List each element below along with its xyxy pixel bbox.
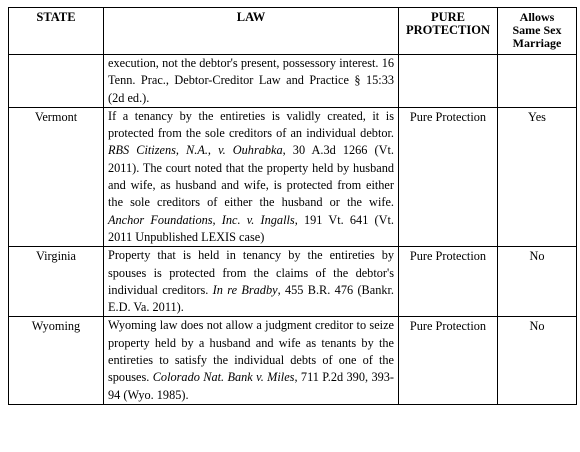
table-row [9,55,577,108]
table-row [9,247,577,317]
law-text-segment: , 711 P.2d 390, 393-94 (Wyo. 1985). [108,370,394,402]
case-citation: Colorado Nat. Bank v. Miles [152,370,295,385]
case-citation: Anchor Foundations, Inc. v. Ingalls [108,212,295,227]
allows-cell: No [498,317,577,404]
law-text [108,317,394,403]
law-cell [104,107,399,246]
law-text-segment: execution, not the debtor's present, possessory interest. 16 Tenn. Prac., Debtor-Creditor Law and Practice § 15:33 (2d ed.). [108,56,394,105]
state-law-table [8,7,577,405]
table-body [9,55,577,405]
law-text [108,247,394,316]
header-law: LAW [104,8,399,55]
header-allows-line3: Marriage [512,36,562,50]
header-allows-line1: Allows [519,10,555,24]
header-allows [498,8,577,55]
state-cell: Virginia [9,247,104,317]
case-citation: In re Bradby [212,282,278,297]
allows-cell [498,55,577,108]
law-text [108,55,394,107]
header-protection-line2: PROTECTION [405,23,491,37]
table-row [9,317,577,404]
state-cell: Vermont [9,107,104,246]
law-text-segment: If a tenancy by the entireties is validly created, it is protected from the sole creditors of an individual debtor. [108,108,394,141]
state-cell [9,55,104,108]
law-cell [104,317,399,404]
allows-cell: Yes [498,107,577,246]
protection-cell [399,55,498,108]
protection-cell: Pure Protection [399,247,498,317]
header-state: STATE [9,8,104,55]
table-header-row [9,8,577,55]
law-text-segment: Property that is held in tenancy by the entireties by spouses is protected from the claims of the debtor's individual creditors. [108,248,394,297]
header-protection [399,8,498,55]
protection-cell: Pure Protection [399,107,498,246]
law-cell [104,247,399,317]
allows-cell: No [498,247,577,317]
document-page [8,7,576,405]
protection-cell: Pure Protection [399,317,498,404]
state-cell: Wyoming [9,317,104,404]
header-protection-line1: PURE [430,10,466,24]
law-text [108,108,394,246]
header-allows-line2: Same Sex [512,23,562,37]
case-citation: RBS Citizens, N.A., v. Ouhrabka [108,143,283,158]
law-text-segment: , 455 B.R. 476 (Bankr. E.D. Va. 2011). [108,282,394,315]
law-text-segment: , 30 A.3d 1266 (Vt. 2011). The court noted that the property held by husband and wife, as husband and wife, is protected from either the sole creditors of either the husband or the wife. [108,143,394,210]
table-row [9,107,577,246]
law-text-segment: Wyoming law does not allow a judgment creditor to seize property held by a husband and wife as tenants by the entireties to satisfy the individual debts of one of the spouses. [108,318,394,385]
law-text-segment: , 191 Vt. 641 (Vt. 2011 Unpublished LEXIS case) [108,212,394,244]
law-cell [104,55,399,108]
